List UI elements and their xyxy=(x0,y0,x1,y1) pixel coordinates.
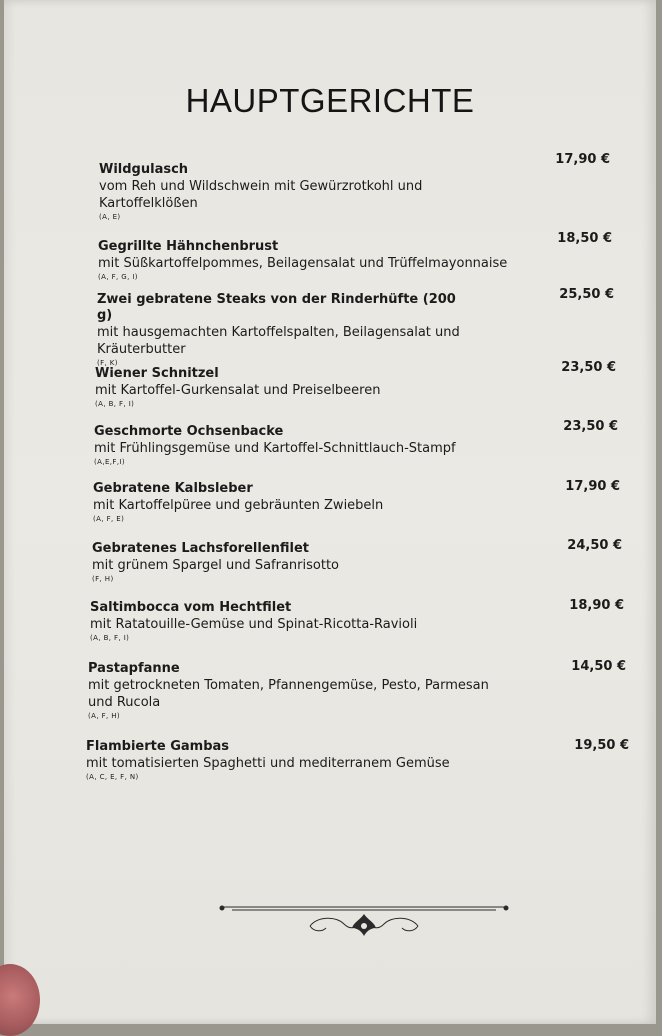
dish-allergens: (F, K) xyxy=(97,359,118,367)
dish-description: mit Kartoffel-Gurkensalat und Preiselbeeren xyxy=(95,383,381,398)
dish-description: mit Kartoffelpüree und gebräunten Zwiebeln xyxy=(93,498,384,513)
menu-item-lachsforellenfilet xyxy=(92,541,492,585)
dish-name: Saltimbocca vom Hechtfilet xyxy=(90,600,292,615)
menu-item-kalbsleber xyxy=(93,481,493,525)
dish-allergens: (F, H) xyxy=(92,575,114,583)
dish-description: vom Reh und Wildschwein mit Gewürzrotkohl und Kartoffelklößen xyxy=(99,179,423,211)
menu-item-haehnchenbrust xyxy=(98,239,538,283)
dish-name: Gegrillte Hähnchenbrust xyxy=(98,239,279,254)
dish-allergens: (A, F, H) xyxy=(88,712,121,720)
menu-page xyxy=(4,0,656,1024)
dish-description: mit grünem Spargel und Safranrisotto xyxy=(92,558,339,573)
menu-item-saltimbocca xyxy=(90,600,510,644)
dish-allergens: (A,E,F,I) xyxy=(94,458,126,466)
dish-allergens: (A, B, F, I) xyxy=(95,400,135,408)
dish-name: Flambierte Gambas xyxy=(86,739,230,754)
dish-price: 23,50 € xyxy=(563,419,618,434)
menu-item-rinderhuefte xyxy=(97,292,462,369)
dish-description: mit Ratatouille-Gemüse und Spinat-Ricotta-Ravioli xyxy=(90,617,418,632)
menu-item-wildgulasch xyxy=(99,162,429,223)
menu-item-pastapfanne xyxy=(88,661,508,722)
dish-price: 14,50 € xyxy=(571,659,626,674)
dish-name: Wildgulasch xyxy=(99,162,189,177)
dish-name: Pastapfanne xyxy=(88,661,180,676)
dish-name: Wiener Schnitzel xyxy=(95,366,219,381)
dish-description: mit tomatisierten Spaghetti und mediterranem Gemüse xyxy=(86,756,450,771)
menu-item-gambas xyxy=(86,739,516,783)
dish-price: 17,90 € xyxy=(565,479,620,494)
dish-description: mit Frühlingsgemüse und Kartoffel-Schnittlauch-Stampf xyxy=(94,441,456,456)
dish-allergens: (A, C, E, F, N) xyxy=(86,773,139,781)
dish-name: Gebratenes Lachsforellenfilet xyxy=(92,541,310,556)
dish-description: mit Süßkartoffelpommes, Beilagensalat und Trüffelmayonnaise xyxy=(98,256,508,271)
dish-allergens: (A, F, G, I) xyxy=(98,273,138,281)
dish-allergens: (A, B, F, I) xyxy=(90,634,130,642)
menu-item-wiener-schnitzel xyxy=(95,366,495,410)
flourish-divider-icon xyxy=(218,898,510,944)
dish-price: 18,90 € xyxy=(569,598,624,613)
dish-price: 24,50 € xyxy=(567,538,622,553)
page-title: HAUPTGERICHTE xyxy=(185,82,475,119)
dish-name: Gebratene Kalbsleber xyxy=(93,481,253,496)
dish-price: 18,50 € xyxy=(557,231,612,246)
dish-description: mit getrockneten Tomaten, Pfannengemüse, Pesto, Parmesan und Rucola xyxy=(88,678,489,710)
dish-price: 25,50 € xyxy=(559,287,614,302)
dish-price: 23,50 € xyxy=(561,360,616,375)
dish-name: Geschmorte Ochsenbacke xyxy=(94,424,284,439)
menu-item-ochsenbacke xyxy=(94,424,514,468)
dish-allergens: (A, E) xyxy=(99,213,121,221)
dish-description: mit hausgemachten Kartoffelspalten, Beilagensalat und Kräuterbutter xyxy=(97,325,460,357)
dish-name: Zwei gebratene Steaks von der Rinderhüfte (200 g) xyxy=(97,292,456,323)
dish-price: 19,50 € xyxy=(574,738,629,753)
dish-allergens: (A, F, E) xyxy=(93,515,125,523)
dish-price: 17,90 € xyxy=(555,152,610,167)
